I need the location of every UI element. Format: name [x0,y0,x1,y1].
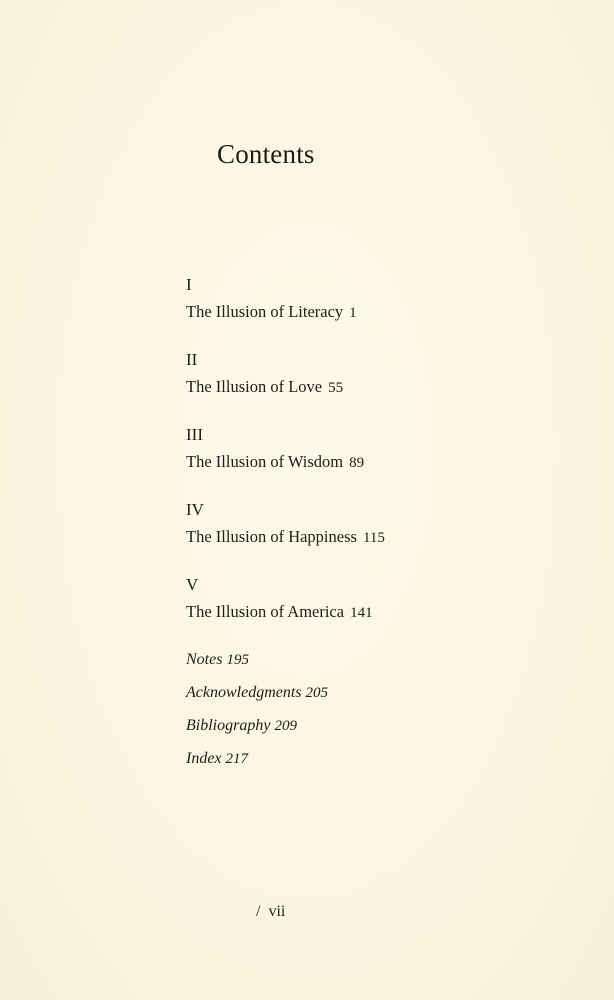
page-title: Contents [217,139,315,169]
back-matter-page-number: 217 [225,751,249,767]
part-numeral: V [186,575,199,594]
chapter-entry [186,377,546,397]
back-matter-entry [186,749,546,769]
chapter-entry [186,602,546,622]
folio-separator: / [256,903,261,920]
chapter-title: The Illusion of Wisdom [186,452,344,471]
back-matter-page-number: 205 [305,685,329,701]
chapter-title: The Illusion of Literacy [186,302,344,321]
toc-part [186,500,546,547]
back-matter-entry [186,683,546,703]
back-matter-title: Notes [186,651,223,668]
toc-part [186,350,546,397]
part-numeral: IV [186,500,204,519]
back-matter-page-number: 209 [274,718,297,734]
chapter-entry [186,527,546,547]
chapter-page-number: 141 [350,605,373,621]
part-numeral: II [186,350,198,369]
back-matter-title: Index [186,750,222,767]
chapter-page-number: 89 [349,455,365,471]
chapter-title: The Illusion of Love [186,377,323,396]
back-matter-title: Bibliography [186,717,271,734]
page-folio [256,903,285,921]
part-numeral: III [186,425,203,444]
table-of-contents [186,275,546,650]
chapter-title: The Illusion of Happiness [186,527,357,546]
part-numeral: I [186,275,192,294]
back-matter-entry [186,716,546,736]
chapter-title: The Illusion of America [186,602,345,621]
back-matter-list [186,650,546,782]
chapter-page-number: 55 [328,380,344,396]
chapter-entry [186,452,546,472]
chapter-entry [186,302,546,322]
back-matter-page-number: 195 [226,652,249,668]
toc-part [186,425,546,472]
folio-page-number: vii [268,903,286,920]
back-matter-title: Acknowledgments [186,684,302,701]
toc-part [186,575,546,622]
toc-part [186,275,546,322]
chapter-page-number: 1 [349,305,357,321]
back-matter-entry [186,650,546,670]
chapter-page-number: 115 [362,530,385,546]
